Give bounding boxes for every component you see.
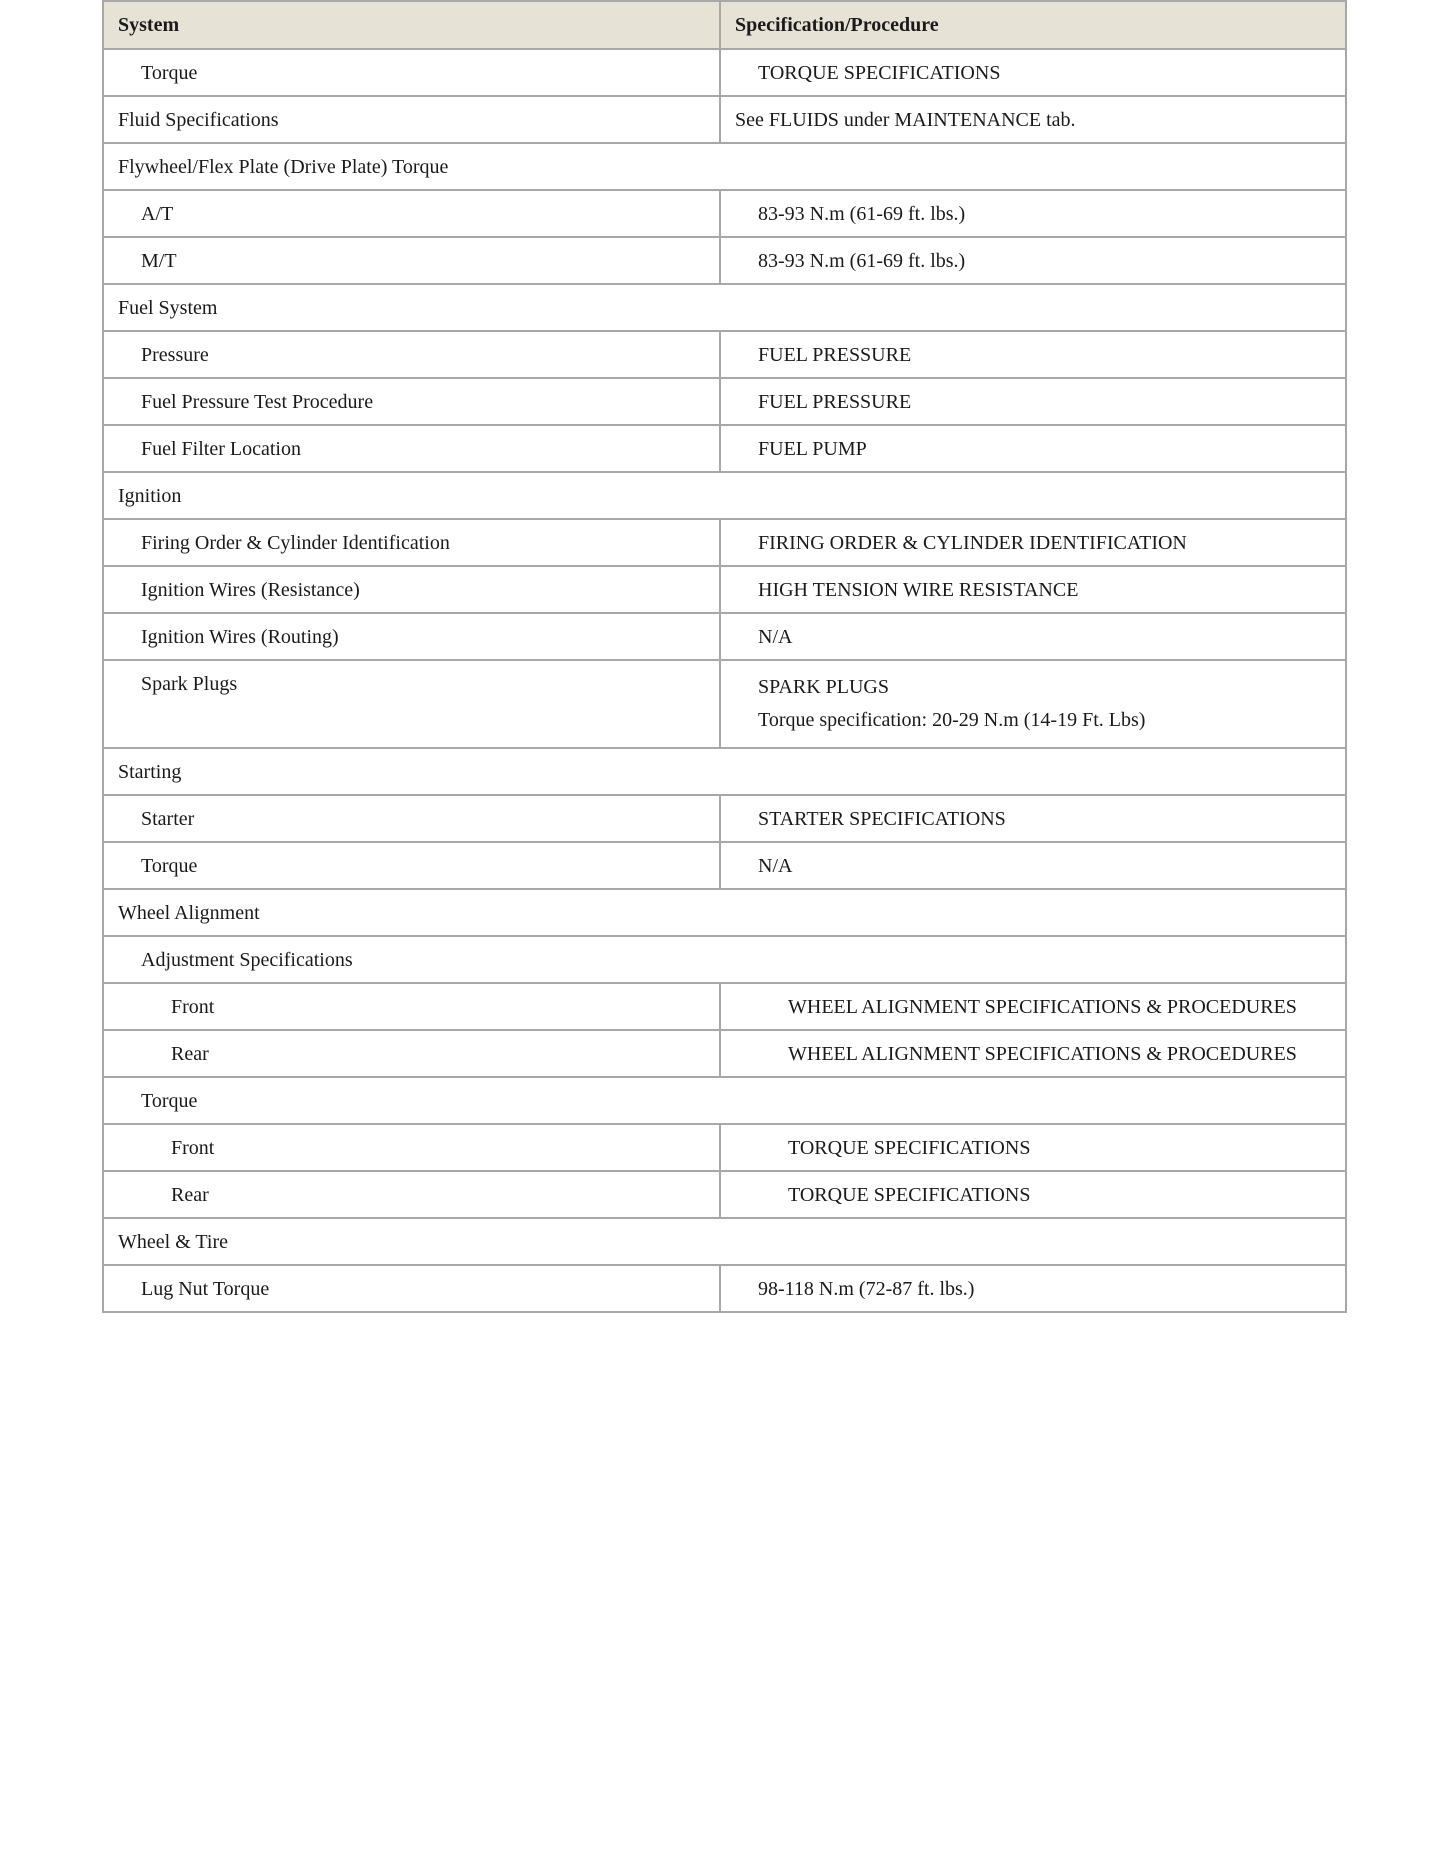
spec-cell: N/A — [720, 613, 1346, 660]
table-row — [103, 983, 1346, 1030]
spec-cell: TORQUE SPECIFICATIONS — [720, 1171, 1346, 1218]
table-row — [103, 1265, 1346, 1312]
table-row — [103, 795, 1346, 842]
section-cell: Fuel System — [103, 284, 1346, 331]
table-row — [103, 331, 1346, 378]
section-cell: Starting — [103, 748, 1346, 795]
system-cell: Fuel Filter Location — [103, 425, 720, 472]
system-cell: M/T — [103, 237, 720, 284]
table-row — [103, 566, 1346, 613]
spec-cell: TORQUE SPECIFICATIONS — [720, 1124, 1346, 1171]
system-cell: Starter — [103, 795, 720, 842]
header-row — [103, 1, 1346, 49]
table-row — [103, 660, 1346, 748]
table-row — [103, 378, 1346, 425]
spec-cell: HIGH TENSION WIRE RESISTANCE — [720, 566, 1346, 613]
spec-cell: 83-93 N.m (61-69 ft. lbs.) — [720, 190, 1346, 237]
section-row — [103, 889, 1346, 936]
system-cell: A/T — [103, 190, 720, 237]
table-row — [103, 425, 1346, 472]
system-cell: Rear — [103, 1171, 720, 1218]
subsection-row — [103, 936, 1346, 983]
spec-cell: N/A — [720, 842, 1346, 889]
table-row — [103, 519, 1346, 566]
system-cell: Pressure — [103, 331, 720, 378]
spec-line: Torque specification: 20-29 N.m (14-19 Ft. Lbs) — [758, 709, 1146, 731]
system-cell: Firing Order & Cylinder Identification — [103, 519, 720, 566]
spec-cell: 98-118 N.m (72-87 ft. lbs.) — [720, 1265, 1346, 1312]
table-row — [103, 96, 1346, 143]
spec-cell: 83-93 N.m (61-69 ft. lbs.) — [720, 237, 1346, 284]
subsection-cell: Torque — [103, 1077, 1346, 1124]
section-cell: Wheel Alignment — [103, 889, 1346, 936]
spec-line: SPARK PLUGS — [758, 676, 889, 698]
spec-cell: FUEL PUMP — [720, 425, 1346, 472]
spec-cell — [720, 660, 1346, 748]
section-row — [103, 1218, 1346, 1265]
system-cell: Lug Nut Torque — [103, 1265, 720, 1312]
system-cell: Torque — [103, 49, 720, 96]
table-row — [103, 613, 1346, 660]
spec-cell: FUEL PRESSURE — [720, 331, 1346, 378]
subsection-cell: Adjustment Specifications — [103, 936, 1346, 983]
section-cell: Flywheel/Flex Plate (Drive Plate) Torque — [103, 143, 1346, 190]
section-row — [103, 472, 1346, 519]
table-row — [103, 190, 1346, 237]
section-row — [103, 748, 1346, 795]
subsection-row — [103, 1077, 1346, 1124]
system-cell: Front — [103, 983, 720, 1030]
table-body — [103, 49, 1346, 1312]
spec-cell: WHEEL ALIGNMENT SPECIFICATIONS & PROCEDURES — [720, 983, 1346, 1030]
system-cell: Fuel Pressure Test Procedure — [103, 378, 720, 425]
spec-cell: See FLUIDS under MAINTENANCE tab. — [720, 96, 1346, 143]
spec-cell: WHEEL ALIGNMENT SPECIFICATIONS & PROCEDURES — [720, 1030, 1346, 1077]
system-cell: Spark Plugs — [103, 660, 720, 748]
table-row — [103, 1171, 1346, 1218]
section-cell: Wheel & Tire — [103, 1218, 1346, 1265]
table-header — [103, 1, 1346, 49]
table-row — [103, 1030, 1346, 1077]
table-row — [103, 842, 1346, 889]
column-header-specification: Specification/Procedure — [720, 1, 1346, 49]
spec-cell: FUEL PRESSURE — [720, 378, 1346, 425]
system-cell: Rear — [103, 1030, 720, 1077]
table-row — [103, 237, 1346, 284]
section-row — [103, 284, 1346, 331]
spec-cell: FIRING ORDER & CYLINDER IDENTIFICATION — [720, 519, 1346, 566]
specifications-table — [102, 0, 1347, 1313]
table-row — [103, 1124, 1346, 1171]
section-row — [103, 143, 1346, 190]
system-cell: Fluid Specifications — [103, 96, 720, 143]
table-row — [103, 49, 1346, 96]
system-cell: Front — [103, 1124, 720, 1171]
spec-cell: STARTER SPECIFICATIONS — [720, 795, 1346, 842]
spec-cell: TORQUE SPECIFICATIONS — [720, 49, 1346, 96]
system-cell: Torque — [103, 842, 720, 889]
system-cell: Ignition Wires (Resistance) — [103, 566, 720, 613]
column-header-system: System — [103, 1, 720, 49]
system-cell: Ignition Wires (Routing) — [103, 613, 720, 660]
section-cell: Ignition — [103, 472, 1346, 519]
